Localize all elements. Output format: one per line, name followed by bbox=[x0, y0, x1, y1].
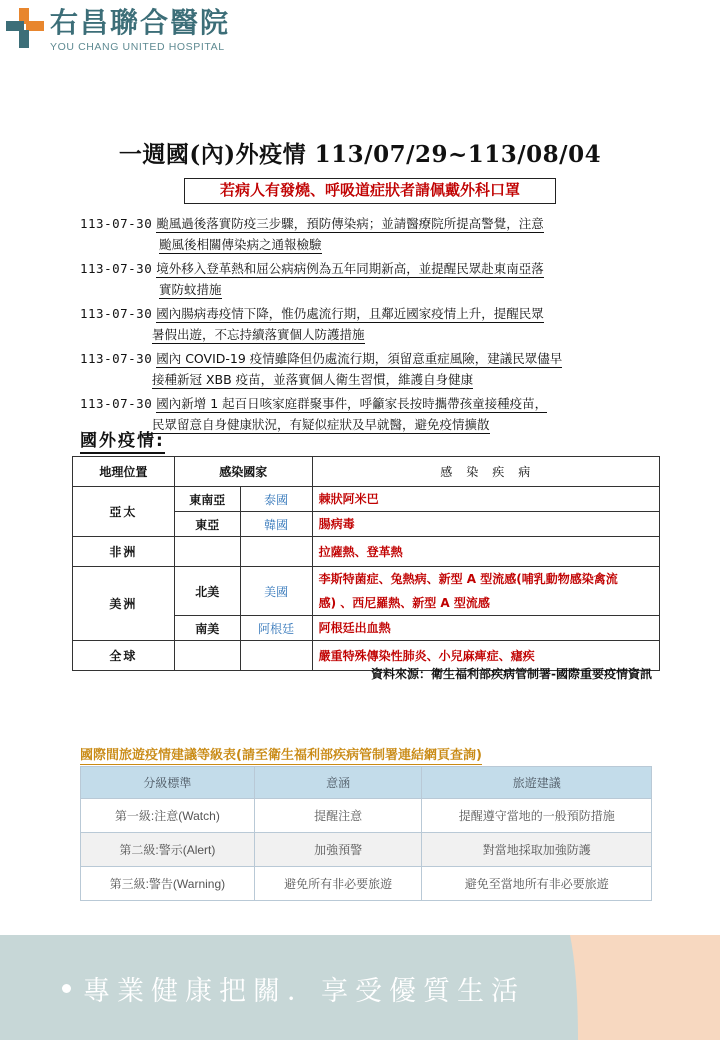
mask-warning: 若病人有發燒、呼吸道症狀者請佩戴外科口罩 bbox=[184, 178, 556, 204]
foreign-section-title: 國外疫情: bbox=[80, 426, 165, 454]
news-date: 113-07-30 bbox=[80, 396, 153, 411]
disease: 嚴重特殊傳染性肺炎、小兒麻痺症、瘧疾 bbox=[312, 641, 659, 671]
travel-header-row bbox=[81, 767, 652, 799]
country: 泰國 bbox=[240, 487, 312, 512]
news-item bbox=[80, 393, 660, 435]
level: 第二級:警示(Alert) bbox=[81, 833, 255, 867]
news-text-cont: 實防蚊措施 bbox=[159, 282, 222, 297]
disease: 腸病毒 bbox=[312, 512, 659, 537]
region-africa: 非洲 bbox=[73, 537, 175, 567]
news-item bbox=[80, 258, 660, 300]
header-level: 分級標準 bbox=[81, 767, 255, 799]
header-disease: 感 染 疾 病 bbox=[312, 457, 659, 487]
subregion: 東亞 bbox=[174, 512, 240, 537]
table-row bbox=[81, 799, 652, 833]
news-text: 境外移入登革熱和屈公病病例為五年同期新高，並提醒民眾赴東南亞落 bbox=[156, 261, 544, 276]
footer-slogan bbox=[62, 969, 525, 1008]
hospital-name-en: YOU CHANG UNITED HOSPITAL bbox=[50, 41, 225, 53]
subregion: 東南亞 bbox=[174, 487, 240, 512]
table-row bbox=[81, 833, 652, 867]
hospital-logo bbox=[4, 6, 230, 53]
header-country: 感染國家 bbox=[174, 457, 312, 487]
meaning: 避免所有非必要旅遊 bbox=[254, 867, 422, 901]
meaning: 提醒注意 bbox=[254, 799, 422, 833]
bullet-dot-icon bbox=[62, 984, 71, 993]
disease: 棘狀阿米巴 bbox=[312, 487, 659, 512]
empty-cell bbox=[174, 641, 240, 671]
level: 第一級:注意(Watch) bbox=[81, 799, 255, 833]
table-row bbox=[73, 537, 660, 567]
subregion: 南美 bbox=[174, 616, 240, 641]
data-source: 資料來源：衛生福利部疾病管制署-國際重要疫情資訊 bbox=[371, 667, 652, 681]
subregion: 北美 bbox=[174, 567, 240, 616]
news-text: 國內腸病毒疫情下降，惟仍處流行期，且鄰近國家疫情上升，提醒民眾 bbox=[156, 306, 544, 321]
news-item bbox=[80, 213, 660, 255]
table-header-row bbox=[73, 457, 660, 487]
cross-logo-icon bbox=[4, 6, 46, 50]
slogan-text: 專業健康把關．享受優質生活 bbox=[83, 976, 525, 1007]
news-text-cont: 暑假出遊，不忘持續落實個人防護措施 bbox=[152, 327, 365, 342]
news-item bbox=[80, 348, 660, 390]
region-asia-pacific: 亞太 bbox=[73, 487, 175, 537]
disease-line: 李斯特菌症、兔熱病、新型 A 型流感(哺乳動物感染禽流 bbox=[318, 572, 618, 586]
empty-cell bbox=[240, 641, 312, 671]
news-item bbox=[80, 303, 660, 345]
table-row bbox=[73, 567, 660, 616]
footer-corner-shape bbox=[570, 935, 720, 1040]
news-text: 國內新增 1 起百日咳家庭群聚事件，呼籲家長按時攜帶孩童接種疫苗， bbox=[156, 396, 548, 411]
table-row bbox=[73, 487, 660, 512]
news-date: 113-07-30 bbox=[80, 306, 153, 321]
region-americas: 美洲 bbox=[73, 567, 175, 641]
foreign-disease-table bbox=[72, 456, 660, 671]
country: 美國 bbox=[240, 567, 312, 616]
page-title: 一週國(內)外疫情 113/07/29~113/08/04 bbox=[118, 141, 602, 168]
travel-advisory-table bbox=[80, 766, 652, 901]
disease: 拉薩熱、登革熱 bbox=[312, 537, 659, 567]
country: 韓國 bbox=[240, 512, 312, 537]
news-date: 113-07-30 bbox=[80, 351, 153, 366]
region-global: 全球 bbox=[73, 641, 175, 671]
empty-cell bbox=[240, 537, 312, 567]
disease bbox=[312, 567, 659, 616]
advice: 對當地採取加強防護 bbox=[422, 833, 652, 867]
header-meaning: 意涵 bbox=[254, 767, 422, 799]
news-text: 國內 COVID-19 疫情雖降但仍處流行期，須留意重症風險，建議民眾儘早 bbox=[156, 351, 563, 366]
travel-advisory-title[interactable]: 國際間旅遊疫情建議等級表(請至衛生福利部疾病管制署連結網頁查詢) bbox=[80, 744, 482, 765]
domestic-news-list bbox=[80, 213, 660, 438]
table-row bbox=[81, 867, 652, 901]
news-text-cont: 颱風後相關傳染病之通報檢驗 bbox=[159, 237, 322, 252]
header-region: 地理位置 bbox=[73, 457, 175, 487]
hospital-name: 右昌聯合醫院 bbox=[50, 6, 231, 39]
country: 阿根廷 bbox=[240, 616, 312, 641]
level: 第三級:警告(Warning) bbox=[81, 867, 255, 901]
news-date: 113-07-30 bbox=[80, 261, 153, 276]
news-text-cont: 民眾留意自身健康狀況，有疑似症狀及早就醫，避免疫情擴散 bbox=[152, 417, 490, 432]
meaning: 加強預警 bbox=[254, 833, 422, 867]
news-text-cont: 接種新冠 XBB 疫苗，並落實個人衛生習慣，維護自身健康 bbox=[152, 372, 474, 387]
footer-banner bbox=[0, 935, 720, 1040]
news-date: 113-07-30 bbox=[80, 216, 153, 231]
disease-line: 感) 、西尼羅熱、新型 A 型流感 bbox=[318, 596, 490, 610]
header-advice: 旅遊建議 bbox=[422, 767, 652, 799]
disease: 阿根廷出血熱 bbox=[312, 616, 659, 641]
news-text: 颱風過後落實防疫三步驟，預防傳染病；並請醫療院所提高警覺，注意 bbox=[156, 216, 544, 231]
empty-cell bbox=[174, 537, 240, 567]
advice: 避免至當地所有非必要旅遊 bbox=[422, 867, 652, 901]
advice: 提醒遵守當地的一般預防措施 bbox=[422, 799, 652, 833]
